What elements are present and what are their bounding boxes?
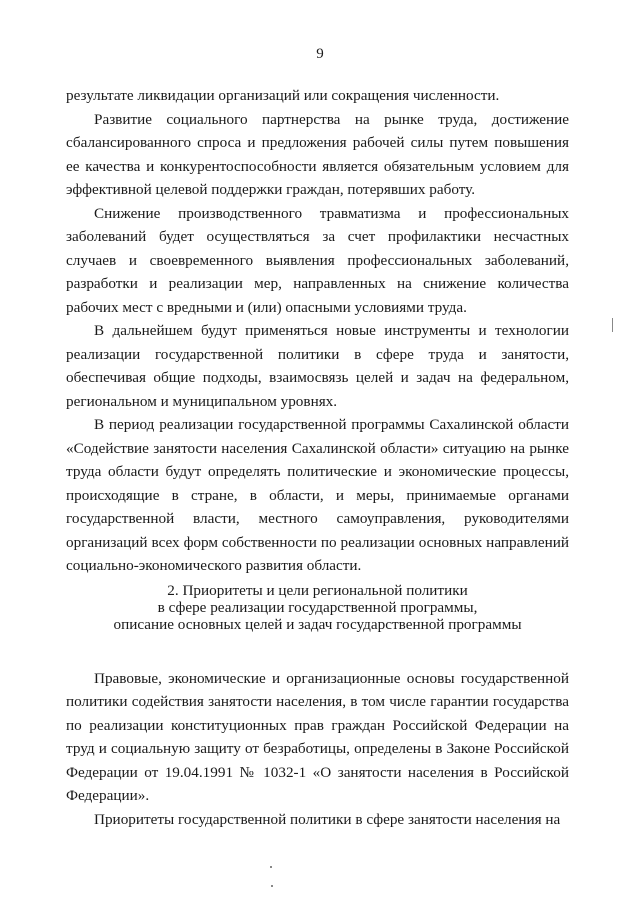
- scan-artifact: [270, 866, 272, 868]
- paragraph: Развитие социального партнерства на рынке труда, достижение сбалансированного спроса и предложения рабочей силы путем повышения ее качества и конкурентоспособности является обязательным условием для эффективной целевой поддержки граждан, потерявших работу.: [66, 110, 569, 198]
- paragraph: Правовые, экономические и организационные основы государственной политики содействия занятости населения, в том числе гарантии государства по реализации конституционных прав граждан Российской Федерации на труд и социальную защиту от безработицы, определены в Законе Российской Федерации от 19.04.1991 № 1032-1 «О занятости населения в Российской Федерации».: [66, 669, 569, 804]
- section-heading-line: описание основных целей и задач государственной программы: [113, 615, 522, 633]
- body-text: [66, 84, 569, 831]
- paragraph: В дальнейшем будут применяться новые инструменты и технологии реализации государственной политики в сфере труда и занятости, обеспечивая общие подходы, взаимосвязь целей и задач на федеральном, региональном и муниципальном уровнях.: [66, 322, 569, 410]
- paragraph: В период реализации государственной программы Сахалинской области «Содействие занятости населения Сахалинской области» ситуацию на рынке труда области будут определять политические и экономические процессы, происходящие в стране, в области, и меры, принимаемые органами государственной власти, местного самоуправления, руководителями организаций всех форм собственности по реализации основных направлений социально-экономического развития области.: [66, 416, 569, 574]
- scan-artifact: [271, 885, 273, 887]
- section-heading-line: 2. Приоритеты и цели региональной политики: [167, 581, 468, 599]
- page-number: 9: [316, 46, 324, 62]
- section-heading-line: в сфере реализации государственной программы,: [157, 598, 478, 616]
- section-heading: [66, 582, 569, 633]
- paragraph: Снижение производственного травматизма и профессиональных заболеваний будет осуществляться за счет профилактики несчастных случаев и своевременного выявления профессиональных заболеваний, разработки и реализации мер, направленных на снижение количества рабочих мест с вредными и (или) опасными условиями труда.: [66, 204, 569, 316]
- paragraph: Приоритеты государственной политики в сфере занятости населения на: [94, 810, 561, 828]
- paragraph: результате ликвидации организаций или сокращения численности.: [66, 87, 500, 104]
- scan-artifact: [612, 318, 613, 332]
